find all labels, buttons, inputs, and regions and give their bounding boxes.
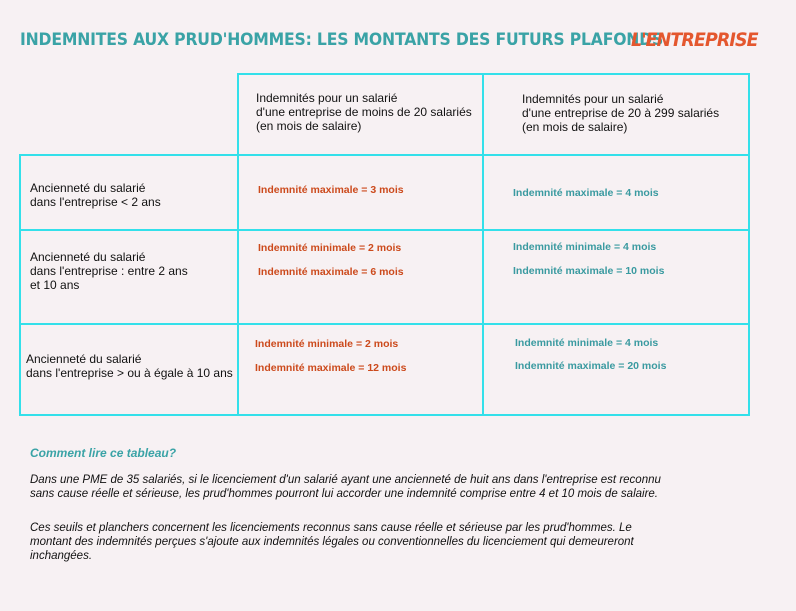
grid-line — [19, 154, 21, 416]
grid-line — [238, 73, 750, 75]
row-label-seniority-over-10: Ancienneté du salarié dans l'entreprise > ou à égale à 10 ans — [26, 352, 233, 380]
grid-line — [19, 154, 750, 156]
grid-line — [19, 414, 750, 416]
grid-line — [748, 73, 750, 416]
grid-line — [482, 73, 484, 416]
grid-line — [19, 229, 750, 231]
value-large-row2-max: Indemnité maximale = 10 mois — [513, 265, 665, 277]
brand-logo: L'ENTREPRISE — [631, 29, 758, 51]
value-large-row3-min: Indemnité minimale = 4 mois — [515, 337, 659, 349]
column-header-large-company: Indemnités pour un salarié d'une entreprise de 20 à 299 salariés (en mois de salaire) — [522, 92, 720, 134]
how-to-read-heading: Comment lire ce tableau? — [30, 446, 177, 460]
value-small-row2-max: Indemnité maximale = 6 mois — [258, 266, 404, 278]
row-label-seniority-under-2: Ancienneté du salarié dans l'entreprise < 2 ans — [30, 181, 161, 209]
value-small-row3-min: Indemnité minimale = 2 mois — [255, 338, 399, 350]
page-title: INDEMNITES AUX PRUD'HOMMES: LES MONTANTS DES FUTURS PLAFONDS — [20, 30, 664, 50]
value-small-row1-max: Indemnité maximale = 3 mois — [258, 184, 404, 196]
scope-paragraph: Ces seuils et planchers concernent les licenciements reconnus sans cause réelle et sérieuse par les prud'hommes. Le montant des indemnités perçues s'ajoute aux indemnités légales ou conventionnelles du licenciement qui demeureront inchangées. — [30, 522, 634, 562]
value-small-row2-min: Indemnité minimale = 2 mois — [258, 242, 402, 254]
value-large-row3-max: Indemnité maximale = 20 mois — [515, 360, 667, 372]
column-header-small-company: Indemnités pour un salarié d'une entreprise de moins de 20 salariés (en mois de salaire) — [256, 91, 472, 133]
value-large-row1-max: Indemnité maximale = 4 mois — [513, 187, 659, 199]
value-small-row3-max: Indemnité maximale = 12 mois — [255, 362, 407, 374]
grid-line — [19, 323, 750, 325]
row-label-seniority-2-10: Ancienneté du salarié dans l'entreprise : entre 2 ans et 10 ans — [30, 250, 188, 292]
value-large-row2-min: Indemnité minimale = 4 mois — [513, 241, 657, 253]
grid-line — [237, 73, 239, 416]
example-paragraph: Dans une PME de 35 salariés, si le licenciement d'un salarié ayant une ancienneté de huit ans dans l'entreprise est reconnu sans cause réelle et sérieuse, les prud'hommes pourront lui accorder une indemnité comprise entre 4 et 10 mois de salaire. — [30, 474, 661, 500]
